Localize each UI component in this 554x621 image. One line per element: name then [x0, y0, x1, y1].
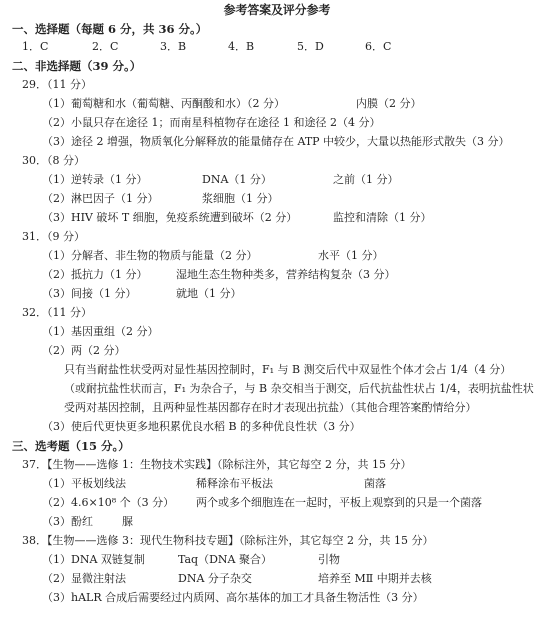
question-30-heading: 30．（8 分）: [22, 154, 85, 167]
answer-text: （或耐抗盐性状而言，F₁ 为杂合子，与 B 杂交相当于测交，后代抗盐性状占 1/4，表明抗盐性状: [64, 382, 534, 395]
answer-text: 就地（1 分）: [176, 287, 242, 300]
choice-answer: 6．C: [365, 40, 392, 53]
answer-text: 只有当耐盐性状受两对显性基因控制时，F₁ 与 B 测交后代中双显性个体才会占 1/4（4 分）: [64, 363, 512, 376]
answer-text: 稀释涂布平板法: [196, 477, 273, 490]
answer-text: （3）酚红: [42, 515, 93, 528]
answer-text: （1）基因重组（2 分）: [42, 325, 159, 338]
section-heading-nonchoice: 二、非选择题（39 分。）: [12, 59, 142, 73]
answer-text: （2）两（2 分）: [42, 344, 126, 357]
answer-text: 两个或多个细胞连在一起时，平板上观察到的只是一个菌落: [196, 496, 482, 509]
answer-text: 脲: [122, 515, 133, 528]
answer-text: （2）小鼠只存在途径 1；而南星科植物存在途径 1 和途径 2（4 分）: [42, 116, 381, 129]
choice-answer: 5．D: [297, 40, 324, 53]
answer-text: （1）DNA 双链复制: [42, 553, 145, 566]
answer-text: （3）HIV 破坏 T 细胞，免疫系统遭到破坏（2 分）: [42, 211, 298, 224]
answer-text: DNA（1 分）: [202, 173, 272, 186]
answer-text: （3）途径 2 增强，物质氧化分解释放的能量储存在 ATP 中较少，大量以热能形式散失（3 分）: [42, 135, 510, 148]
answer-text: （1）葡萄糖和水（葡萄糖、丙酮酸和水）（2 分）: [42, 97, 285, 110]
answer-text: Taq（DNA 聚合）: [178, 553, 272, 566]
answer-text: 培养至 MⅡ 中期并去核: [318, 572, 432, 585]
answer-text: 内膜（2 分）: [356, 97, 422, 110]
answer-text: DNA 分子杂交: [178, 572, 252, 585]
answer-text: （2）4.6×10⁸ 个（3 分）: [42, 496, 175, 509]
answer-text: （1）逆转录（1 分）: [42, 173, 148, 186]
question-37-heading: 37．【生物——选修 1：生物技术实践】（除标注外，其它每空 2 分，共 15 分）: [22, 458, 412, 471]
question-31-heading: 31．（9 分）: [22, 230, 85, 243]
answer-text: 湿地生态生物种类多，营养结构复杂（3 分）: [176, 268, 396, 281]
answer-text: 受两对基因控制，且两种显性基因都存在时才表现出抗盐）（其他合理答案酌情给分）: [64, 401, 477, 414]
document-title: 参考答案及评分参考: [223, 3, 331, 17]
answer-text: （2）抵抗力（1 分）: [42, 268, 148, 281]
choice-answer: 1．C: [22, 40, 49, 53]
answer-text: 监控和清除（1 分）: [333, 211, 432, 224]
choice-answer: 3．B: [160, 40, 187, 53]
choice-answer: 2．C: [92, 40, 119, 53]
answer-text: （3）使后代更快更多地积累优良水稻 B 的多种优良性状（3 分）: [42, 420, 361, 433]
answer-text: （1）平板划线法: [42, 477, 126, 490]
section-heading-elective: 三、选考题（15 分。）: [12, 439, 130, 453]
answer-text: 浆细胞（1 分）: [202, 192, 279, 205]
answer-text: （2）淋巴因子（1 分）: [42, 192, 159, 205]
question-38-heading: 38．【生物——选修 3：现代生物科技专题】（除标注外，其它每空 2 分，共 15 分）: [22, 534, 434, 547]
answer-text: 引物: [318, 553, 340, 566]
section-heading-choice: 一、选择题（每题 6 分，共 36 分。）: [12, 22, 208, 36]
answer-text: 水平（1 分）: [318, 249, 384, 262]
choice-answer: 4．B: [228, 40, 255, 53]
answer-text: （1）分解者、非生物的物质与能量（2 分）: [42, 249, 258, 262]
answer-text: （3）hALR 合成后需要经过内质网、高尔基体的加工才具备生物活性（3 分）: [42, 591, 424, 604]
question-32-heading: 32．（11 分）: [22, 306, 92, 319]
answer-text: 菌落: [364, 477, 386, 490]
answer-text: （3）间接（1 分）: [42, 287, 137, 300]
answer-text: 之前（1 分）: [333, 173, 399, 186]
question-29-heading: 29．（11 分）: [22, 78, 92, 91]
answer-text: （2）显微注射法: [42, 572, 126, 585]
